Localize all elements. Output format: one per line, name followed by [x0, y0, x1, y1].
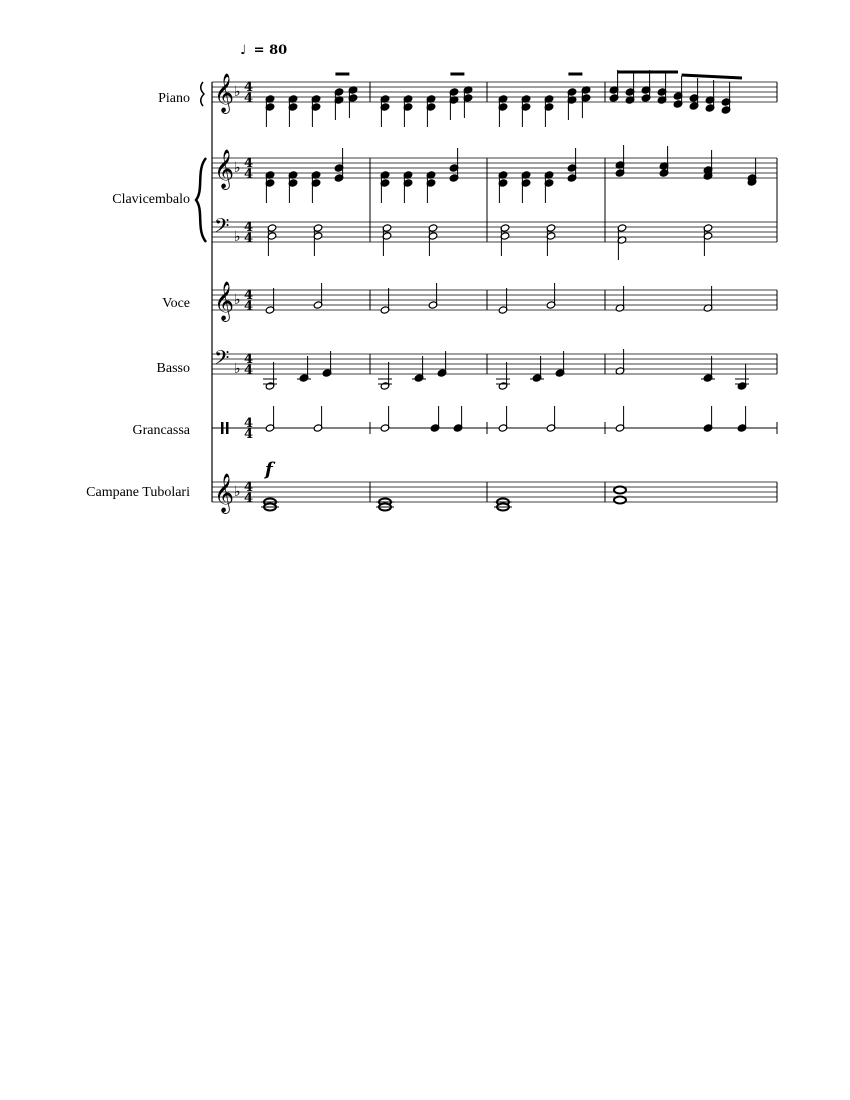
music-notation [196, 70, 777, 514]
time-signature-denominator: 4 [244, 231, 254, 246]
time-signature-numerator: 4 [244, 220, 254, 235]
tempo-marking [240, 43, 287, 58]
whole-note [614, 487, 626, 494]
instrument-label-piano: Piano [158, 91, 190, 106]
percussion-clef [226, 422, 229, 434]
treble-clef: 𝄞 [214, 473, 235, 513]
time-signature-denominator: 4 [244, 427, 254, 442]
time-signature-numerator: 4 [244, 352, 254, 367]
instrument-label-grancassa: Grancassa [132, 423, 190, 438]
time-signature-numerator: 4 [244, 416, 254, 431]
flat-key-signature: ♭ [234, 229, 241, 245]
percussion-clef [221, 422, 224, 434]
clavicembalo-brace [196, 158, 206, 242]
time-signature-numerator: 4 [244, 156, 254, 171]
tempo-value: = 80 [253, 43, 288, 58]
time-signature-denominator: 4 [244, 491, 254, 506]
tempo-note: ♩ [240, 43, 247, 58]
flat-key-signature: ♭ [234, 292, 241, 308]
time-signature-numerator: 4 [244, 480, 254, 495]
time-signature-denominator: 4 [244, 299, 254, 314]
instrument-label-clavicembalo: Clavicembalo [112, 192, 190, 207]
piano-bracket [201, 82, 204, 106]
time-signature-denominator: 4 [244, 363, 254, 378]
treble-clef: 𝄞 [214, 73, 235, 113]
dynamic-marking: f [265, 459, 273, 480]
time-signature-denominator: 4 [244, 91, 254, 106]
flat-key-signature: ♭ [234, 361, 241, 377]
whole-note [614, 497, 626, 504]
time-signature-denominator: 4 [244, 167, 254, 182]
time-signature-numerator: 4 [244, 288, 254, 303]
flat-key-signature: ♭ [234, 160, 241, 176]
bass-clef: 𝄢 [214, 214, 230, 242]
instrument-label-voce: Voce [162, 296, 190, 311]
instrument-label-campane: Campane Tubolari [86, 485, 190, 500]
bass-clef: 𝄢 [214, 346, 230, 374]
treble-clef: 𝄞 [214, 149, 235, 189]
treble-clef: 𝄞 [214, 281, 235, 321]
flat-key-signature: ♭ [234, 84, 241, 100]
time-signature-numerator: 4 [244, 80, 254, 95]
flat-key-signature: ♭ [234, 484, 241, 500]
beam [682, 75, 742, 78]
instrument-label-basso: Basso [156, 361, 190, 376]
